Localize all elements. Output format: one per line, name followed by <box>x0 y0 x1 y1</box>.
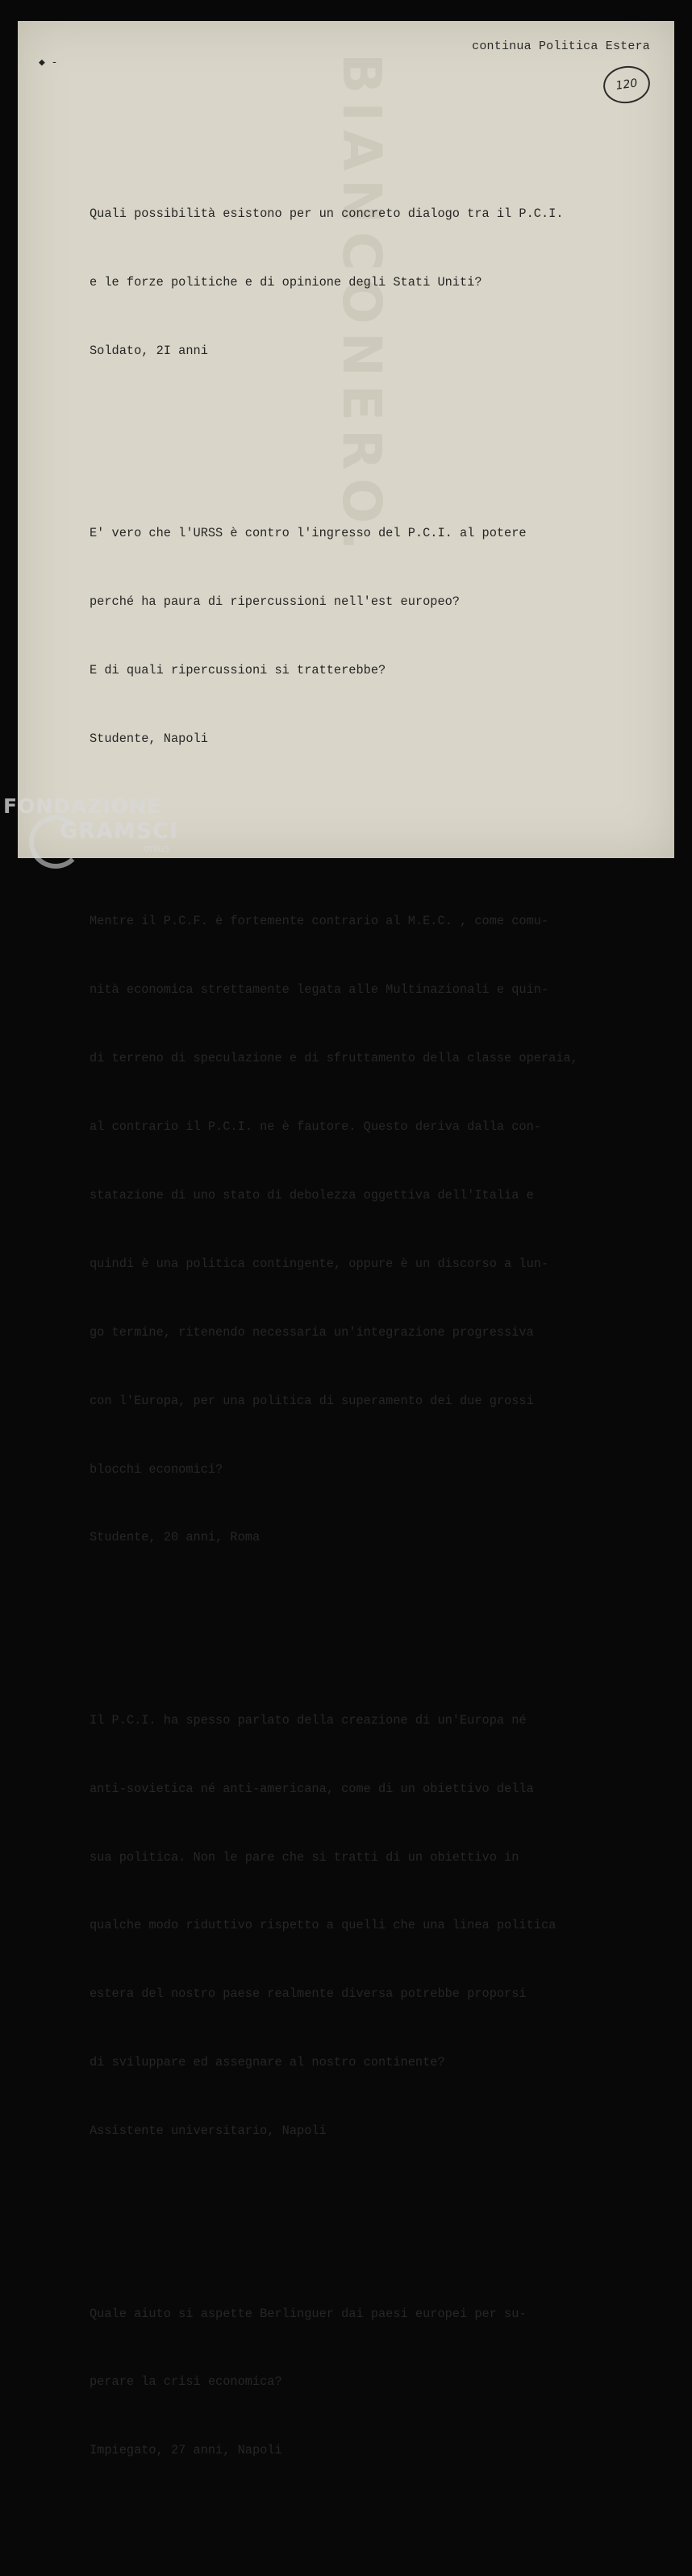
question-line: blocchi economici? <box>90 1461 223 1477</box>
question-block <box>90 1663 654 2188</box>
question-author: Assistente universitario, Napoli <box>90 2124 327 2139</box>
question-block <box>90 865 654 1595</box>
question-line: perché ha paura di ripercussioni nell'est europeo? <box>90 594 460 610</box>
background-stamp: BIANCONERO. <box>331 53 393 559</box>
question-line: con l'Europa, per una politica di superamento dei due grossi <box>90 1393 534 1408</box>
logo-line-1: FONDAZIONE <box>3 794 162 818</box>
question-line: Mentre il P.C.F. è fortemente contrario al M.E.C. , come comu- <box>90 914 549 929</box>
logo-line-2: GRAMSCI <box>60 819 179 844</box>
page-header: continua Politica Estera <box>472 40 650 53</box>
question-author: Impiegato, 27 anni, Napoli <box>90 2443 282 2458</box>
question-line: di sviluppare ed assegnare al nostro continente? <box>90 2055 445 2070</box>
question-author: Studente, Napoli <box>90 732 208 747</box>
question-author: Soldato, 2I anni <box>90 343 208 358</box>
question-line: statazione di uno stato di debolezza oggettiva dell'Italia e <box>90 1187 534 1203</box>
logo-line-3: onlus <box>144 843 170 854</box>
question-line: nità economica strettamente legata alle Multinazionali e quin- <box>90 982 549 998</box>
question-line: estera del nostro paese realmente diversa potrebbe proporsi <box>90 1986 527 2002</box>
question-block <box>90 2257 654 2507</box>
question-block <box>90 157 654 408</box>
question-line: quindi è una politica contingente, oppure è un discorso a lun- <box>90 1256 549 1271</box>
question-line: Quali possibilità esistono per un concreto dialogo tra il P.C.I. <box>90 206 564 222</box>
page-number-circle: 120 <box>601 63 652 106</box>
question-author: Studente, 20 anni, Roma <box>90 1530 261 1545</box>
question-line: al contrario il P.C.I. ne è fautore. Questo deriva dalla con- <box>90 1119 541 1135</box>
question-line: E' vero che l'URSS è contro l'ingresso del P.C.I. al potere <box>90 526 527 541</box>
document-page <box>18 21 674 2458</box>
question-line: e le forze politiche e di opinione degli Stati Uniti? <box>90 275 482 290</box>
question-line: Quale aiuto si aspette Berlinguer dai paesi europei per su- <box>90 2306 527 2321</box>
question-line: perare la crisi economica? <box>90 2374 282 2390</box>
question-line: E di quali ripercussioni si tratterebbe? <box>90 663 386 678</box>
questions-list <box>90 111 654 2576</box>
question-line: sua politica. Non le pare che si tratti di un obiettivo in <box>90 1849 519 1865</box>
corner-mark: ◆ - <box>39 56 58 69</box>
question-block <box>90 477 654 796</box>
question-line: go termine, ritenendo necessaria un'integrazione progressiva <box>90 1324 534 1340</box>
question-line: qualche modo riduttivo rispetto a quelli che una linea politica <box>90 1918 557 1933</box>
question-line: di terreno di speculazione e di sfruttamento della classe operaia, <box>90 1051 578 1066</box>
question-line: anti-sovietica né anti-americana, come di un obiettivo della <box>90 1781 534 1796</box>
question-line: Il P.C.I. ha spesso parlato della creazione di un'Europa né <box>90 1712 527 1728</box>
